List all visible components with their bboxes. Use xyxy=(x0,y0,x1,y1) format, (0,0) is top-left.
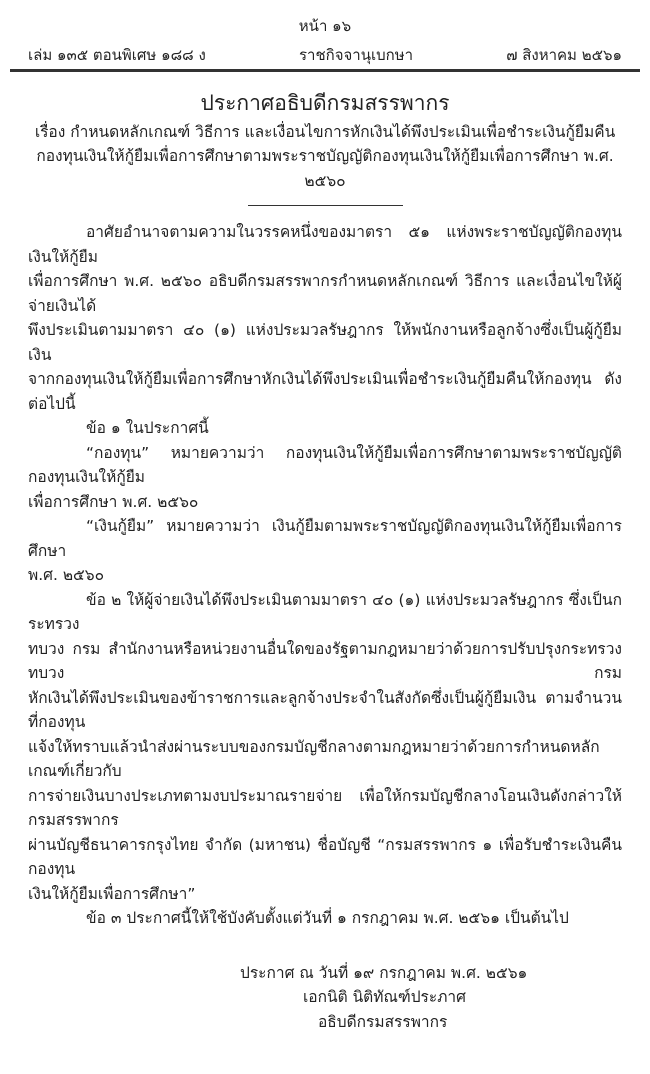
signatory-position: อธิบดีกรมสรรพากร xyxy=(318,1012,448,1031)
gazette-header xyxy=(28,43,622,67)
header-rule xyxy=(10,69,640,72)
signatory-name: เอกนิติ นิติทัณฑ์ประภาศ xyxy=(303,988,466,1006)
body-line: พ.ศ. ๒๕๖๐ xyxy=(28,566,105,584)
body-line: ผ่านบัญชีธนาคารกรุงไทย จำกัด (มหาชน) ชื่อบัญชี “กรมสรรพากร ๑ เพื่อรับชำระเงินคืนกองทุน xyxy=(28,835,622,878)
volume-info: เล่ม ๑๓๕ ตอนพิเศษ ๑๘๘ ง xyxy=(28,45,206,64)
gazette-date: ๗ สิงหาคม ๒๕๖๑ xyxy=(506,45,622,64)
signature-date: ประกาศ ณ วันที่ ๑๙ กรกฎาคม พ.ศ. ๒๕๖๑ xyxy=(240,963,528,982)
body-line: เงินให้กู้ยืมเพื่อการศึกษา” xyxy=(28,884,196,903)
signature-block xyxy=(28,961,622,1035)
title-divider xyxy=(248,205,403,206)
subject-line: กองทุนเงินให้กู้ยืมเพื่อการศึกษาตามพระราชบัญญัติกองทุนเงินให้กู้ยืมเพื่อการศึกษา พ.ศ. ๒๕๖๐ xyxy=(36,147,614,190)
subject-line: เรื่อง กำหนดหลักเกณฑ์ วิธีการ และเงื่อนไขการหักเงินได้พึงประเมินเพื่อชำระเงินกู้ยืมคืน xyxy=(34,122,616,141)
body-line: หักเงินได้พึงประเมินของข้าราชการและลูกจ้างประจำในสังกัดซึ่งเป็นผู้กู้ยืมเงิน ตามจำนวนที่กองทุน xyxy=(28,688,622,731)
body-line: จากกองทุนเงินให้กู้ยืมเพื่อการศึกษาหักเงินได้พึงประเมินเพื่อชำระเงินกู้ยืมคืนให้กองทุน ดังต่อไปนี้ xyxy=(28,370,622,413)
body-line: ข้อ ๑ ในประกาศนี้ xyxy=(86,419,209,437)
body-line: ข้อ ๒ ให้ผู้จ่ายเงินได้พึงประเมินตามมาตรา ๔๐ (๑) แห่งประมวลรัษฎากร ซึ่งเป็นกระทรวง xyxy=(28,590,622,633)
body-line: การจ่ายเงินบางประเภทตามงบประมาณรายจ่าย เพื่อให้กรมบัญชีกลางโอนเงินดังกล่าวให้กรมสรรพากร xyxy=(28,786,622,829)
body-line: “เงินกู้ยืม” หมายความว่า เงินกู้ยืมตามพระราชบัญญัติกองทุนเงินให้กู้ยืมเพื่อการศึกษา xyxy=(28,517,622,560)
body-line: พึงประเมินตามมาตรา ๔๐ (๑) แห่งประมวลรัษฎากร ให้พนักงานหรือลูกจ้างซึ่งเป็นผู้กู้ยืมเงิน xyxy=(28,321,622,364)
body-line: ข้อ ๓ ประกาศนี้ให้ใช้บังคับตั้งแต่วันที่ ๑ กรกฎาคม พ.ศ. ๒๕๖๑ เป็นต้นไป xyxy=(86,909,569,927)
body-line: อาศัยอำนาจตามความในวรรคหนึ่งของมาตรา ๕๑ แห่งพระราชบัญญัติกองทุนเงินให้กู้ยืม xyxy=(28,223,622,266)
body-line: เพื่อการศึกษา พ.ศ. ๒๕๖๐ อธิบดีกรมสรรพากรกำหนดหลักเกณฑ์ วิธีการ และเงื่อนไขให้ผู้จ่ายเงินได้ xyxy=(28,272,622,315)
gazette-name: ราชกิจจานุเบกษา xyxy=(298,45,414,64)
body-line: แจ้งให้ทราบแล้วนำส่งผ่านระบบของกรมบัญชีกลางตามกฎหมายว่าด้วยการกำหนดหลักเกณฑ์เกี่ยวกับ xyxy=(28,737,600,780)
body-line: เพื่อการศึกษา พ.ศ. ๒๕๖๐ xyxy=(28,492,199,511)
document-title: ประกาศอธิบดีกรมสรรพากร xyxy=(200,90,450,115)
body-line: “กองทุน” หมายความว่า กองทุนเงินให้กู้ยืมเพื่อการศึกษาตามพระราชบัญญัติกองทุนเงินให้กู้ยืม xyxy=(28,443,622,486)
page-number: หน้า ๑๖ xyxy=(298,17,352,35)
document-body xyxy=(28,220,622,931)
body-line: ทบวง กรม สำนักงานหรือหน่วยงานอื่นใดของรัฐตามกฎหมายว่าด้วยการปรับปรุงกระทรวง ทบวง กรม xyxy=(28,639,622,682)
